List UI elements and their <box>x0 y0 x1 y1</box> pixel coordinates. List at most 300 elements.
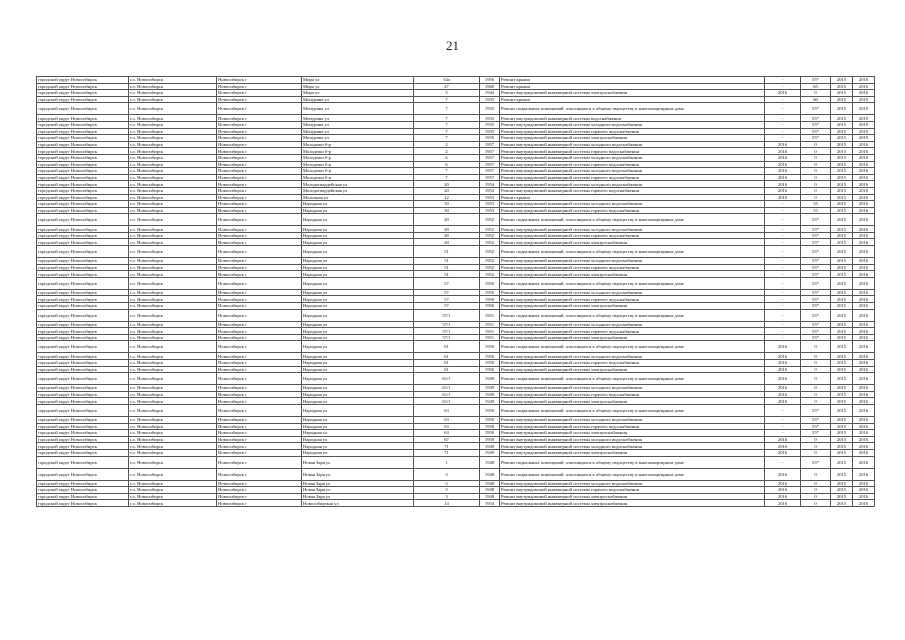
city-cell: Новосибирск г <box>217 500 302 507</box>
completion-year-cell: - <box>765 321 801 328</box>
plan-end-cell: 2016 <box>853 385 875 392</box>
plan-start-cell: 2015 <box>831 289 853 296</box>
plan-end-cell: 2016 <box>853 373 875 385</box>
table-row <box>37 77 875 84</box>
completion-year-cell: 2016 <box>765 500 801 507</box>
district-cell: городской округ Новосибирск <box>37 341 129 353</box>
plan-start-cell: 2015 <box>831 194 853 201</box>
completion-year-cell: 2016 <box>765 373 801 385</box>
year-cell: 1950 <box>480 277 500 289</box>
completion-year-cell: 2016 <box>765 174 801 181</box>
plan-start-cell: 2015 <box>831 404 853 416</box>
house-cell: 2 <box>414 148 480 155</box>
table-row <box>37 135 875 142</box>
plan-start-cell: 2015 <box>831 128 853 135</box>
year-cell: 1949 <box>480 449 500 456</box>
work-type-cell: Ремонт внутридомовой инженерной системы горячего водоснабжения <box>500 148 765 155</box>
street-cell: Мира ул <box>302 83 414 90</box>
wear-percent-cell: 0 <box>801 187 831 194</box>
district-cell: городской округ Новосибирск <box>37 181 129 188</box>
house-cell: 63 <box>414 423 480 430</box>
wear-percent-cell: 0 <box>801 148 831 155</box>
district-cell: городской округ Новосибирск <box>37 239 129 246</box>
table-row <box>37 264 875 271</box>
table-row <box>37 404 875 416</box>
street-cell: Народная ул <box>302 232 414 239</box>
wear-percent-cell: 0 <box>801 360 831 367</box>
locality-cell: г.о. Новосибирск <box>129 436 217 443</box>
completion-year-cell: 2016 <box>765 154 801 161</box>
district-cell: городской округ Новосибирск <box>37 416 129 423</box>
table-row <box>37 493 875 500</box>
house-cell: 49 <box>414 226 480 233</box>
house-cell: 61/1 <box>414 398 480 405</box>
street-cell: Народная ул <box>302 341 414 353</box>
plan-start-cell: 2015 <box>831 103 853 115</box>
street-cell: Народная ул <box>302 404 414 416</box>
work-type-cell: Ремонт внутридомовой инженерной системы холодного водоснабжения <box>500 289 765 296</box>
city-cell: Новосибирск г <box>217 449 302 456</box>
wear-percent-cell: 55* <box>801 214 831 226</box>
work-type-cell: Ремонт внутридомовой инженерной системы горячего водоснабжения <box>500 128 765 135</box>
plan-end-cell: 2019 <box>853 128 875 135</box>
table-row <box>37 443 875 450</box>
locality-cell: г.о. Новосибирск <box>129 181 217 188</box>
work-type-cell: Ремонт внутридомовой инженерной системы горячего водоснабжения <box>500 360 765 367</box>
district-cell: городской округ Новосибирск <box>37 493 129 500</box>
plan-end-cell: 2016 <box>853 398 875 405</box>
plan-start-cell: 2015 <box>831 385 853 392</box>
work-type-cell: Ремонт внутридомовой инженерной системы холодного водоснабжения <box>500 321 765 328</box>
table-row <box>37 449 875 456</box>
table-row <box>37 487 875 494</box>
year-cell: 1952 <box>480 271 500 278</box>
plan-start-cell: 2015 <box>831 246 853 258</box>
plan-end-cell: 2016 <box>853 141 875 148</box>
plan-start-cell: 2015 <box>831 436 853 443</box>
plan-start-cell: 2015 <box>831 121 853 128</box>
locality-cell: г.о. Новосибирск <box>129 77 217 84</box>
completion-year-cell: 2016 <box>765 90 801 97</box>
house-cell: 49 <box>414 239 480 246</box>
street-cell: Мира ул <box>302 90 414 97</box>
house-cell: 61/1 <box>414 385 480 392</box>
city-cell: Новосибирск г <box>217 168 302 175</box>
plan-end-cell: 2016 <box>853 181 875 188</box>
locality-cell: г.о. Новосибирск <box>129 201 217 208</box>
district-cell: городской округ Новосибирск <box>37 135 129 142</box>
wear-percent-cell: 55* <box>801 226 831 233</box>
district-cell: городской округ Новосибирск <box>37 83 129 90</box>
district-cell: городской округ Новосибирск <box>37 141 129 148</box>
completion-year-cell: - <box>765 103 801 115</box>
table-row <box>37 398 875 405</box>
work-type-cell: Ремонт внутридомовой инженерной системы холодного водоснабжения <box>500 258 765 265</box>
work-type-cell: Ремонт внутридомовой инженерной системы холодного водоснабжения <box>500 154 765 161</box>
plan-end-cell: 2016 <box>853 493 875 500</box>
city-cell: Новосибирск г <box>217 194 302 201</box>
work-type-cell: Ремонт внутридомовой инженерной системы холодного водоснабжения <box>500 141 765 148</box>
plan-end-cell: 2018 <box>853 154 875 161</box>
locality-cell: г.о. Новосибирск <box>129 277 217 289</box>
year-cell: 1948 <box>480 480 500 487</box>
house-cell: 12 <box>414 194 480 201</box>
street-cell: Народная ул <box>302 277 414 289</box>
city-cell: Новосибирск г <box>217 271 302 278</box>
table-row <box>37 174 875 181</box>
plan-start-cell: 2015 <box>831 430 853 437</box>
street-cell: Новая Заря ул <box>302 480 414 487</box>
table-row <box>37 207 875 214</box>
district-cell: городской округ Новосибирск <box>37 264 129 271</box>
city-cell: Новосибирск г <box>217 353 302 360</box>
plan-start-cell: 2015 <box>831 148 853 155</box>
wear-percent-cell: 0 <box>801 194 831 201</box>
wear-percent-cell: 55* <box>801 289 831 296</box>
street-cell: Мичурина ул <box>302 121 414 128</box>
house-cell: 47 <box>414 83 480 90</box>
wear-percent-cell: 0 <box>801 141 831 148</box>
house-cell: 57 <box>414 303 480 310</box>
completion-year-cell: 2016 <box>765 487 801 494</box>
plan-start-cell: 2015 <box>831 141 853 148</box>
plan-end-cell: 2016 <box>853 232 875 239</box>
house-cell: 57/1 <box>414 309 480 321</box>
street-cell: Новая Заря ул <box>302 493 414 500</box>
street-cell: Народная ул <box>302 449 414 456</box>
district-cell: городской округ Новосибирск <box>37 449 129 456</box>
wear-percent-cell: 0 <box>801 487 831 494</box>
city-cell: Новосибирск г <box>217 90 302 97</box>
completion-year-cell: 2016 <box>765 181 801 188</box>
year-cell: 1954 <box>480 181 500 188</box>
table-row <box>37 121 875 128</box>
plan-end-cell: 2016 <box>853 296 875 303</box>
street-cell: Народная ул <box>302 328 414 335</box>
year-cell: 1949 <box>480 385 500 392</box>
district-cell: городской округ Новосибирск <box>37 277 129 289</box>
wear-percent-cell: 55* <box>801 135 831 142</box>
city-cell: Новосибирск г <box>217 258 302 265</box>
wear-percent-cell: 0 <box>801 174 831 181</box>
year-cell: 1960 <box>480 83 500 90</box>
city-cell: Новосибирск г <box>217 334 302 341</box>
locality-cell: г.о. Новосибирск <box>129 258 217 265</box>
completion-year-cell: 2016 <box>765 161 801 168</box>
completion-year-cell: - <box>765 258 801 265</box>
table-row <box>37 154 875 161</box>
completion-year-cell: - <box>765 246 801 258</box>
house-cell: 61 <box>414 366 480 373</box>
plan-start-cell: 2015 <box>831 321 853 328</box>
year-cell: 1951 <box>480 321 500 328</box>
house-cell: 51 <box>414 264 480 271</box>
year-cell: 1957 <box>480 168 500 175</box>
locality-cell: г.о. Новосибирск <box>129 366 217 373</box>
locality-cell: г.о. Новосибирск <box>129 309 217 321</box>
locality-cell: г.о. Новосибирск <box>129 321 217 328</box>
table-row <box>37 289 875 296</box>
district-cell: городской округ Новосибирск <box>37 487 129 494</box>
city-cell: Новосибирск г <box>217 174 302 181</box>
city-cell: Новосибирск г <box>217 404 302 416</box>
completion-year-cell: 2016 <box>765 341 801 353</box>
wear-percent-cell: 55* <box>801 121 831 128</box>
district-cell: городской округ Новосибирск <box>37 289 129 296</box>
wear-percent-cell: 0 <box>801 154 831 161</box>
work-type-cell: Ремонт внутридомовой инженерной системы горячего водоснабжения <box>500 296 765 303</box>
district-cell: городской округ Новосибирск <box>37 194 129 201</box>
plan-start-cell: 2015 <box>831 366 853 373</box>
locality-cell: г.о. Новосибирск <box>129 103 217 115</box>
wear-percent-cell: 55* <box>801 246 831 258</box>
year-cell: 1949 <box>480 391 500 398</box>
city-cell: Новосибирск г <box>217 436 302 443</box>
street-cell: Народная ул <box>302 385 414 392</box>
district-cell: городской округ Новосибирск <box>37 480 129 487</box>
house-cell: 3 <box>414 480 480 487</box>
plan-start-cell: 2015 <box>831 83 853 90</box>
district-cell: городской округ Новосибирск <box>37 207 129 214</box>
street-cell: Молодежи б-р <box>302 141 414 148</box>
street-cell: Народная ул <box>302 214 414 226</box>
completion-year-cell: - <box>765 303 801 310</box>
house-cell: 57 <box>414 277 480 289</box>
street-cell: Народная ул <box>302 201 414 208</box>
completion-year-cell: - <box>765 328 801 335</box>
house-cell: 63 <box>414 416 480 423</box>
wear-percent-cell: 0 <box>801 366 831 373</box>
work-type-cell: Ремонт внутридомовой инженерной системы водоснабжения <box>500 115 765 122</box>
year-cell: 1950 <box>480 436 500 443</box>
wear-percent-cell: 55* <box>801 115 831 122</box>
street-cell: Народная ул <box>302 226 414 233</box>
house-cell: 7 <box>414 128 480 135</box>
locality-cell: г.о. Новосибирск <box>129 226 217 233</box>
city-cell: Новосибирск г <box>217 77 302 84</box>
year-cell: 1948 <box>480 468 500 480</box>
year-cell: 1935 <box>480 128 500 135</box>
work-type-cell: Ремонт внутридомовой инженерной системы электроснабжения <box>500 90 765 97</box>
completion-year-cell: - <box>765 239 801 246</box>
street-cell: Мичурина ул <box>302 103 414 115</box>
plan-end-cell: 2016 <box>853 321 875 328</box>
wear-percent-cell: 55* <box>801 404 831 416</box>
work-type-cell: Ремонт подвальных помещений, относящихся к общему имуществу в многоквартирном доме <box>500 277 765 289</box>
table-row <box>37 239 875 246</box>
plan-end-cell: 2016 <box>853 416 875 423</box>
street-cell: Народная ул <box>302 239 414 246</box>
year-cell: 1935 <box>480 96 500 103</box>
year-cell: 1950 <box>480 360 500 367</box>
year-cell: 1950 <box>480 430 500 437</box>
locality-cell: г.о. Новосибирск <box>129 271 217 278</box>
locality-cell: г.о. Новосибирск <box>129 468 217 480</box>
plan-end-cell: 2016 <box>853 207 875 214</box>
city-cell: Новосибирск г <box>217 423 302 430</box>
locality-cell: г.о. Новосибирск <box>129 232 217 239</box>
plan-start-cell: 2015 <box>831 96 853 103</box>
wear-percent-cell: 55* <box>801 271 831 278</box>
plan-start-cell: 2015 <box>831 500 853 507</box>
city-cell: Новосибирск г <box>217 430 302 437</box>
district-cell: городской округ Новосибирск <box>37 468 129 480</box>
street-cell: Народная ул <box>302 258 414 265</box>
work-type-cell: Ремонт внутридомовой инженерной системы холодного водоснабжения <box>500 416 765 423</box>
plan-end-cell: 2016 <box>853 214 875 226</box>
plan-end-cell: 2016 <box>853 487 875 494</box>
house-cell: 57/1 <box>414 328 480 335</box>
locality-cell: г.о. Новосибирск <box>129 121 217 128</box>
table-row <box>37 353 875 360</box>
year-cell: 1949 <box>480 398 500 405</box>
plan-start-cell: 2015 <box>831 328 853 335</box>
completion-year-cell: 2016 <box>765 360 801 367</box>
house-cell: 3 <box>414 493 480 500</box>
city-cell: Новосибирск г <box>217 135 302 142</box>
plan-end-cell: 2016 <box>853 404 875 416</box>
work-type-cell: Ремонт внутридомовой инженерной системы электроснабжения <box>500 271 765 278</box>
house-cell: 57/1 <box>414 334 480 341</box>
work-type-cell: Ремонт внутридомовой инженерной системы холодного водоснабжения <box>500 226 765 233</box>
completion-year-cell: 2016 <box>765 148 801 155</box>
plan-start-cell: 2015 <box>831 174 853 181</box>
locality-cell: г.о. Новосибирск <box>129 328 217 335</box>
wear-percent-cell: 55* <box>801 277 831 289</box>
locality-cell: г.о. Новосибирск <box>129 500 217 507</box>
house-cell: 7 <box>414 174 480 181</box>
year-cell: 1952 <box>480 214 500 226</box>
table-row <box>37 148 875 155</box>
district-cell: городской округ Новосибирск <box>37 398 129 405</box>
city-cell: Новосибирск г <box>217 443 302 450</box>
year-cell: 1957 <box>480 141 500 148</box>
street-cell: Мира ул <box>302 77 414 84</box>
table-row <box>37 226 875 233</box>
work-type-cell: Ремонт внутридомовой инженерной системы электроснабжения <box>500 303 765 310</box>
wear-percent-cell: 55* <box>801 128 831 135</box>
plan-start-cell: 2015 <box>831 77 853 84</box>
street-cell: Народная ул <box>302 334 414 341</box>
table-row <box>37 391 875 398</box>
completion-year-cell: - <box>765 201 801 208</box>
wear-percent-cell: 55* <box>801 423 831 430</box>
work-type-cell: Ремонт подвальных помещений, относящихся к общему имуществу в многоквартирном доме <box>500 214 765 226</box>
wear-percent-cell: 55* <box>801 334 831 341</box>
plan-start-cell: 2015 <box>831 214 853 226</box>
house-cell: 20 <box>414 181 480 188</box>
street-cell: Молодогвардейская ул <box>302 181 414 188</box>
work-type-cell: Ремонт внутридомовой инженерной системы горячего водоснабжения <box>500 161 765 168</box>
work-type-cell: Ремонт крыши <box>500 194 765 201</box>
locality-cell: г.о. Новосибирск <box>129 135 217 142</box>
street-cell: Народная ул <box>302 303 414 310</box>
work-type-cell: Ремонт крыши <box>500 96 765 103</box>
plan-end-cell: 2016 <box>853 309 875 321</box>
street-cell: Народная ул <box>302 373 414 385</box>
wear-percent-cell: 0 <box>801 373 831 385</box>
completion-year-cell: 2016 <box>765 385 801 392</box>
locality-cell: г.о. Новосибирск <box>129 239 217 246</box>
year-cell: 1951 <box>480 309 500 321</box>
locality-cell: г.о. Новосибирск <box>129 168 217 175</box>
house-cell: 61/1 <box>414 391 480 398</box>
wear-percent-cell: 0 <box>801 398 831 405</box>
locality-cell: г.о. Новосибирск <box>129 161 217 168</box>
plan-end-cell: 2016 <box>853 468 875 480</box>
locality-cell: г.о. Новосибирск <box>129 174 217 181</box>
work-type-cell: Ремонт внутридомовой инженерной системы горячего водоснабжения <box>500 174 765 181</box>
wear-percent-cell: 55* <box>801 321 831 328</box>
table-row <box>37 115 875 122</box>
locality-cell: г.о. Новосибирск <box>129 148 217 155</box>
street-cell: Народная ул <box>302 391 414 398</box>
house-cell: 51 <box>414 258 480 265</box>
table-row <box>37 141 875 148</box>
house-cell: 51 <box>414 246 480 258</box>
table-row <box>37 468 875 480</box>
page-number: 21 <box>446 38 459 53</box>
wear-percent-cell: 0 <box>801 385 831 392</box>
year-cell: 1952 <box>480 239 500 246</box>
table-row <box>37 258 875 265</box>
plan-end-cell: 2016 <box>853 423 875 430</box>
plan-start-cell: 2015 <box>831 207 853 214</box>
completion-year-cell: 2016 <box>765 194 801 201</box>
table-row <box>37 90 875 97</box>
completion-year-cell: - <box>765 423 801 430</box>
plan-end-cell: 2016 <box>853 328 875 335</box>
city-cell: Новосибирск г <box>217 373 302 385</box>
plan-start-cell: 2015 <box>831 232 853 239</box>
completion-year-cell: - <box>765 207 801 214</box>
city-cell: Новосибирск г <box>217 303 302 310</box>
locality-cell: г.о. Новосибирск <box>129 487 217 494</box>
work-type-cell: Ремонт подвальных помещений, относящихся к общему имуществу в многоквартирном доме <box>500 309 765 321</box>
plan-start-cell: 2015 <box>831 423 853 430</box>
house-cell: 7 <box>414 115 480 122</box>
city-cell: Новосибирск г <box>217 289 302 296</box>
house-cell: 61 <box>414 341 480 353</box>
work-type-cell: Ремонт внутридомовой инженерной системы холодного водоснабжения <box>500 201 765 208</box>
house-cell: 7 <box>414 121 480 128</box>
work-type-cell: Ремонт внутридомовой инженерной системы холодного водоснабжения <box>500 168 765 175</box>
year-cell: 1956 <box>480 77 500 84</box>
work-type-cell: Ремонт подвальных помещений, относящихся к общему имуществу в многоквартирном доме <box>500 373 765 385</box>
plan-start-cell: 2015 <box>831 90 853 97</box>
work-type-cell: Ремонт внутридомовой инженерной системы холодного водоснабжения <box>500 480 765 487</box>
city-cell: Новосибирск г <box>217 328 302 335</box>
work-type-cell: Ремонт внутридомовой инженерной системы холодного водоснабжения <box>500 385 765 392</box>
completion-year-cell: 2016 <box>765 449 801 456</box>
locality-cell: г.о. Новосибирск <box>129 416 217 423</box>
city-cell: Новосибирск г <box>217 226 302 233</box>
work-type-cell: Ремонт внутридомовой инженерной системы холодного водоснабжения <box>500 181 765 188</box>
year-cell: 1948 <box>480 487 500 494</box>
work-type-cell: Ремонт внутридомовой инженерной системы холодного водоснабжения <box>500 443 765 450</box>
street-cell: Народная ул <box>302 289 414 296</box>
plan-end-cell: 2016 <box>853 500 875 507</box>
plan-start-cell: 2015 <box>831 154 853 161</box>
locality-cell: г.о. Новосибирск <box>129 115 217 122</box>
year-cell: 1948 <box>480 493 500 500</box>
house-cell: 57 <box>414 289 480 296</box>
table-row <box>37 246 875 258</box>
district-cell: городской округ Новосибирск <box>37 154 129 161</box>
locality-cell: г.о. Новосибирск <box>129 296 217 303</box>
city-cell: Новосибирск г <box>217 103 302 115</box>
locality-cell: г.о. Новосибирск <box>129 264 217 271</box>
